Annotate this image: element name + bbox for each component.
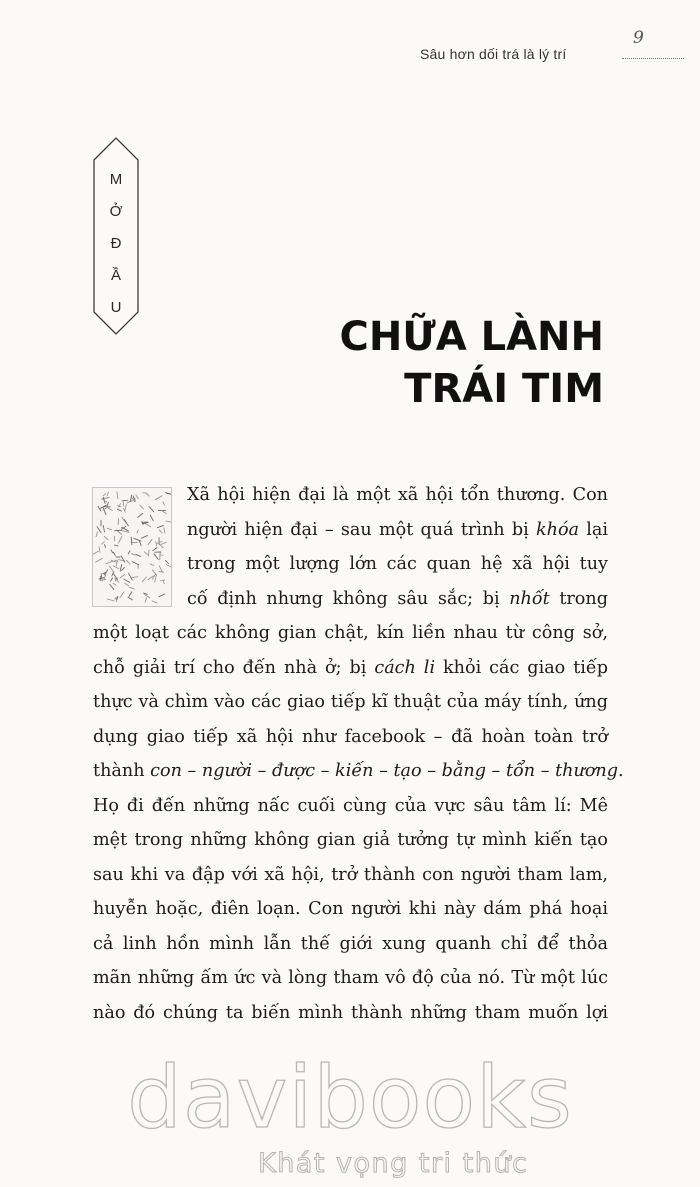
body-line: sau khi va đập với xã hội, trở thành con người tham lam,	[93, 864, 608, 885]
body-line: trong một lượng lớn các quan hệ xã hội tuy	[187, 554, 608, 574]
body-line: mãn những ấm ức và lòng tham vô độ của nó. Từ một lúc	[93, 968, 608, 988]
body-line: một loạt các không gian chật, kín liền nhau từ công sở,	[93, 623, 608, 643]
tag-letter: Ầ	[110, 267, 121, 284]
tag-letter: U	[110, 299, 122, 316]
body-line: Xã hội hiện đại là một xã hội tổn thương. Con	[187, 485, 608, 505]
body-line: cố định nhưng không sâu sắc; bị nhốt trong	[187, 588, 608, 609]
body-line: huyễn hoặc, điên loạn. Con người khi này dám phá hoại	[93, 899, 608, 919]
running-head-title: Sâu hơn dối trá là lý trí	[420, 46, 567, 62]
section-tag	[84, 136, 148, 336]
watermark-slogan: Khát vọng tri thức	[258, 1148, 529, 1179]
body-line: thực và chìm vào các giao tiếp kĩ thuật của máy tính, ứng	[93, 692, 608, 712]
body-line: nào đó chúng ta biến mình thành những tham muốn lợi	[93, 1002, 608, 1023]
page-number: 9	[633, 28, 644, 48]
header-rule	[622, 58, 684, 59]
chapter-title	[339, 311, 604, 415]
chapter-title-line: CHỮA LÀNH	[339, 314, 604, 360]
body-line: cả linh hồn mình lẫn thế giới xung quanh chỉ để thỏa	[93, 933, 608, 954]
body-line: người hiện đại – sau một quá trình bị khóa lại	[187, 519, 608, 540]
section-tag-letters	[84, 164, 148, 324]
tag-letter: Ở	[109, 203, 123, 220]
body-line: dụng giao tiếp xã hội như facebook – đã hoàn toàn trở	[93, 726, 608, 747]
watermark-brand: davibooks	[127, 1048, 573, 1148]
body-line: chỗ giải trí cho đến nhà ở; bị cách li khỏi các giao tiếp	[93, 657, 609, 678]
tag-letter: M	[109, 171, 123, 188]
body-line: thành con – người – được – kiến – tạo – bằng – tổn – thương.	[93, 761, 624, 781]
chapter-title-line: TRÁI TIM	[404, 366, 604, 412]
tag-letter: Đ	[110, 235, 122, 252]
body-line: mệt trong những không gian giả tưởng tự mình kiến tạo	[93, 830, 608, 850]
body-paragraph	[93, 478, 624, 1030]
body-line: Họ đi đến những nấc cuối cùng của vực sâu tâm lí: Mê	[93, 795, 608, 816]
